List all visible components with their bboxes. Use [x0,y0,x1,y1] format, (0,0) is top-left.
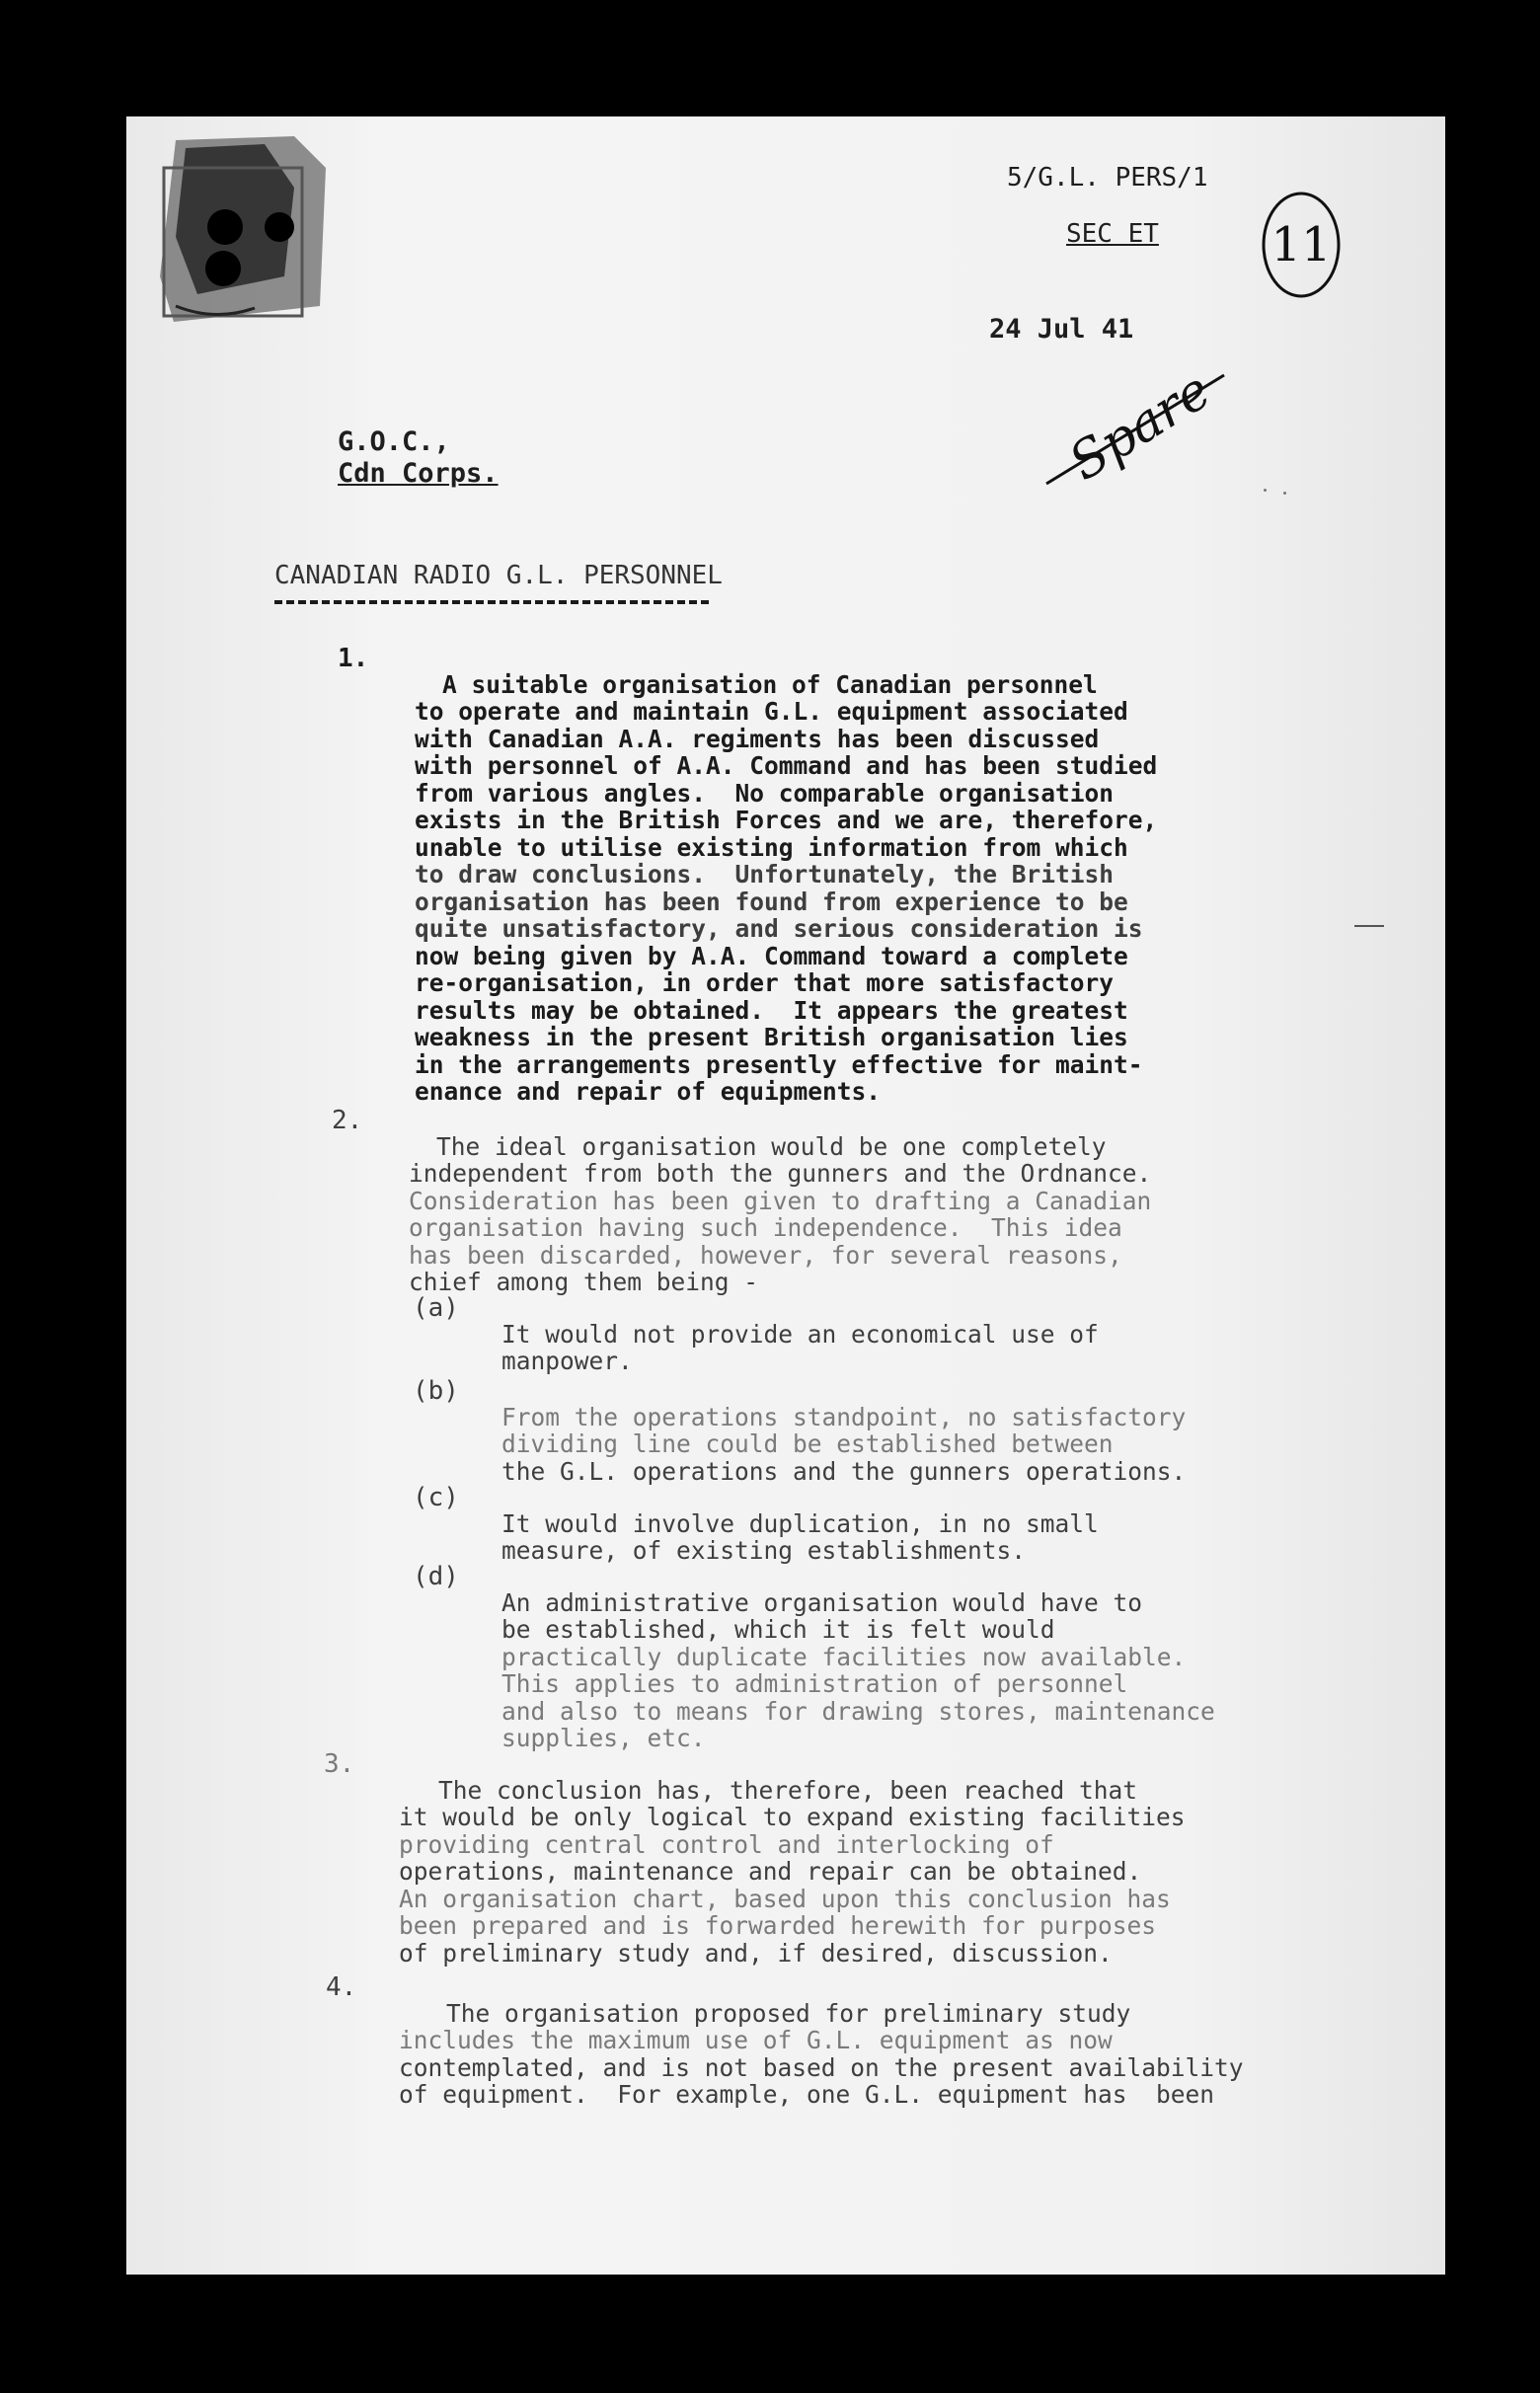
paragraph-line: re-organisation, in order that more satisfactory [415,968,1115,997]
subitem-label: (b) [413,1376,459,1406]
subitem-line: It would not provide an economical use of [501,1319,1099,1349]
subject-heading: CANADIAN RADIO G.L. PERSONNEL [274,561,723,590]
subject-underline [274,600,709,604]
margin-mark [1354,925,1384,927]
subitem-line: measure, of existing establishments. [501,1536,1027,1565]
paragraph-line: The ideal organisation would be one completely [436,1131,1107,1161]
subitem-line: An administrative organisation would have to [501,1587,1143,1617]
folio-number-mark [1252,186,1350,304]
paragraph-line: enance and repair of equipments. [415,1077,882,1106]
paragraph-4 [399,1972,1244,2109]
subitem-line: dividing line could be established between [501,1429,1114,1458]
paragraph-1 [415,644,1157,1106]
paragraph-line: to operate and maintain G.L. equipment associated [415,697,1128,726]
paragraph-line: has been discarded, however, for several reasons, [409,1240,1122,1270]
paragraph-line: unable to utilise existing information from which [415,832,1128,862]
paper-speck [1283,492,1286,495]
paragraph-line: quite unsatisfactory, and serious consideration is [415,914,1143,943]
paragraph-3 [399,1749,1186,1967]
paragraph-line: An organisation chart, based upon this conclusion has [399,1884,1171,1913]
paragraph-line: A suitable organisation of Canadian personnel [442,669,1098,699]
paragraph-line: operations, maintenance and repair can be obtained. [399,1857,1142,1886]
paragraph-line: organisation having such independence. This idea [409,1213,1122,1242]
subitem-line: From the operations standpoint, no satisfactory [501,1402,1187,1431]
paragraph-line: organisation has been found from experience to be [415,887,1128,916]
addressee-line-2: Cdn Corps. [338,458,499,489]
paragraph-line: contemplated, and is not based on the present availability [399,2052,1244,2082]
paragraph-line: from various angles. No comparable organisation [415,778,1115,808]
subitem-line: This applies to administration of personnel [501,1669,1128,1698]
paragraph-line: The organisation proposed for preliminary study [446,1998,1131,2028]
paragraph-line: to draw conclusions. Unfortunately, the British [415,860,1115,888]
subitem-line: It would involve duplication, in no small [501,1508,1099,1538]
paragraph-line: independent from both the gunners and the Ordnance. [409,1159,1152,1188]
paragraph-line: it would be only logical to expand existing facilities [399,1803,1186,1831]
subitem-a [501,1293,1099,1375]
subitem-line: practically duplicate facilities now available. [501,1642,1187,1671]
document-date: 24 Jul 41 [989,314,1134,345]
paragraph-line: providing central control and interlocking of [399,1829,1054,1859]
paragraph-number: 2. [332,1106,363,1135]
subitem-c [501,1483,1099,1565]
paragraph-number: 4. [326,1972,357,2002]
subitem-line: the G.L. operations and the gunners operations. [501,1456,1187,1486]
subitem-b [501,1376,1186,1485]
paragraph-2 [409,1106,1151,1296]
subitem-d [501,1562,1215,1752]
subitem-line: supplies, etc. [501,1724,706,1752]
classification-marking: SEC ET [1066,219,1159,249]
ink-stamp-mark [146,128,332,338]
subitem-line: manpower. [501,1347,633,1375]
subitem-label: (d) [413,1562,459,1591]
paragraph-line: of preliminary study and, if desired, discussion. [399,1938,1113,1968]
paragraph-line: with Canadian A.A. regiments has been discussed [415,724,1100,753]
annotation-text: Spare [1059,360,1221,493]
folio-number: 11 [1270,217,1332,272]
subitem-line: be established, which it is felt would [501,1615,1055,1644]
paragraph-line: The conclusion has, therefore, been reached that [438,1775,1138,1805]
paragraph-line: been prepared and is forwarded herewith for purposes [399,1911,1157,1940]
handwritten-annotation [1037,336,1234,494]
paper-speck [1264,489,1267,492]
subitem-line: and also to means for drawing stores, maintenance [501,1696,1215,1726]
paragraph-line: with personnel of A.A. Command and has been studied [415,751,1158,780]
paragraph-number: 3. [324,1749,355,1779]
addressee-line-1: G.O.C., [338,426,450,457]
paragraph-line: weakness in the present British organisation lies [415,1023,1128,1051]
paragraph-line: in the arrangements presently effective for maint- [415,1049,1143,1079]
subitem-label: (c) [413,1483,459,1512]
paragraph-line: includes the maximum use of G.L. equipment as now [399,2026,1113,2054]
subitem-label: (a) [413,1293,459,1323]
paragraph-line: chief among them being - [409,1268,759,1296]
paragraph-line: Consideration has been given to drafting a Canadian [409,1186,1152,1215]
paragraph-line: exists in the British Forces and we are, therefore, [415,806,1158,834]
paragraph-line: of equipment. For example, one G.L. equipment has been [399,2080,1215,2109]
paragraph-number: 1. [338,644,369,673]
paragraph-line: results may be obtained. It appears the greatest [415,995,1128,1025]
document-reference: 5/G.L. PERS/1 [1007,163,1208,193]
paragraph-line: now being given by A.A. Command toward a complete [415,941,1128,970]
